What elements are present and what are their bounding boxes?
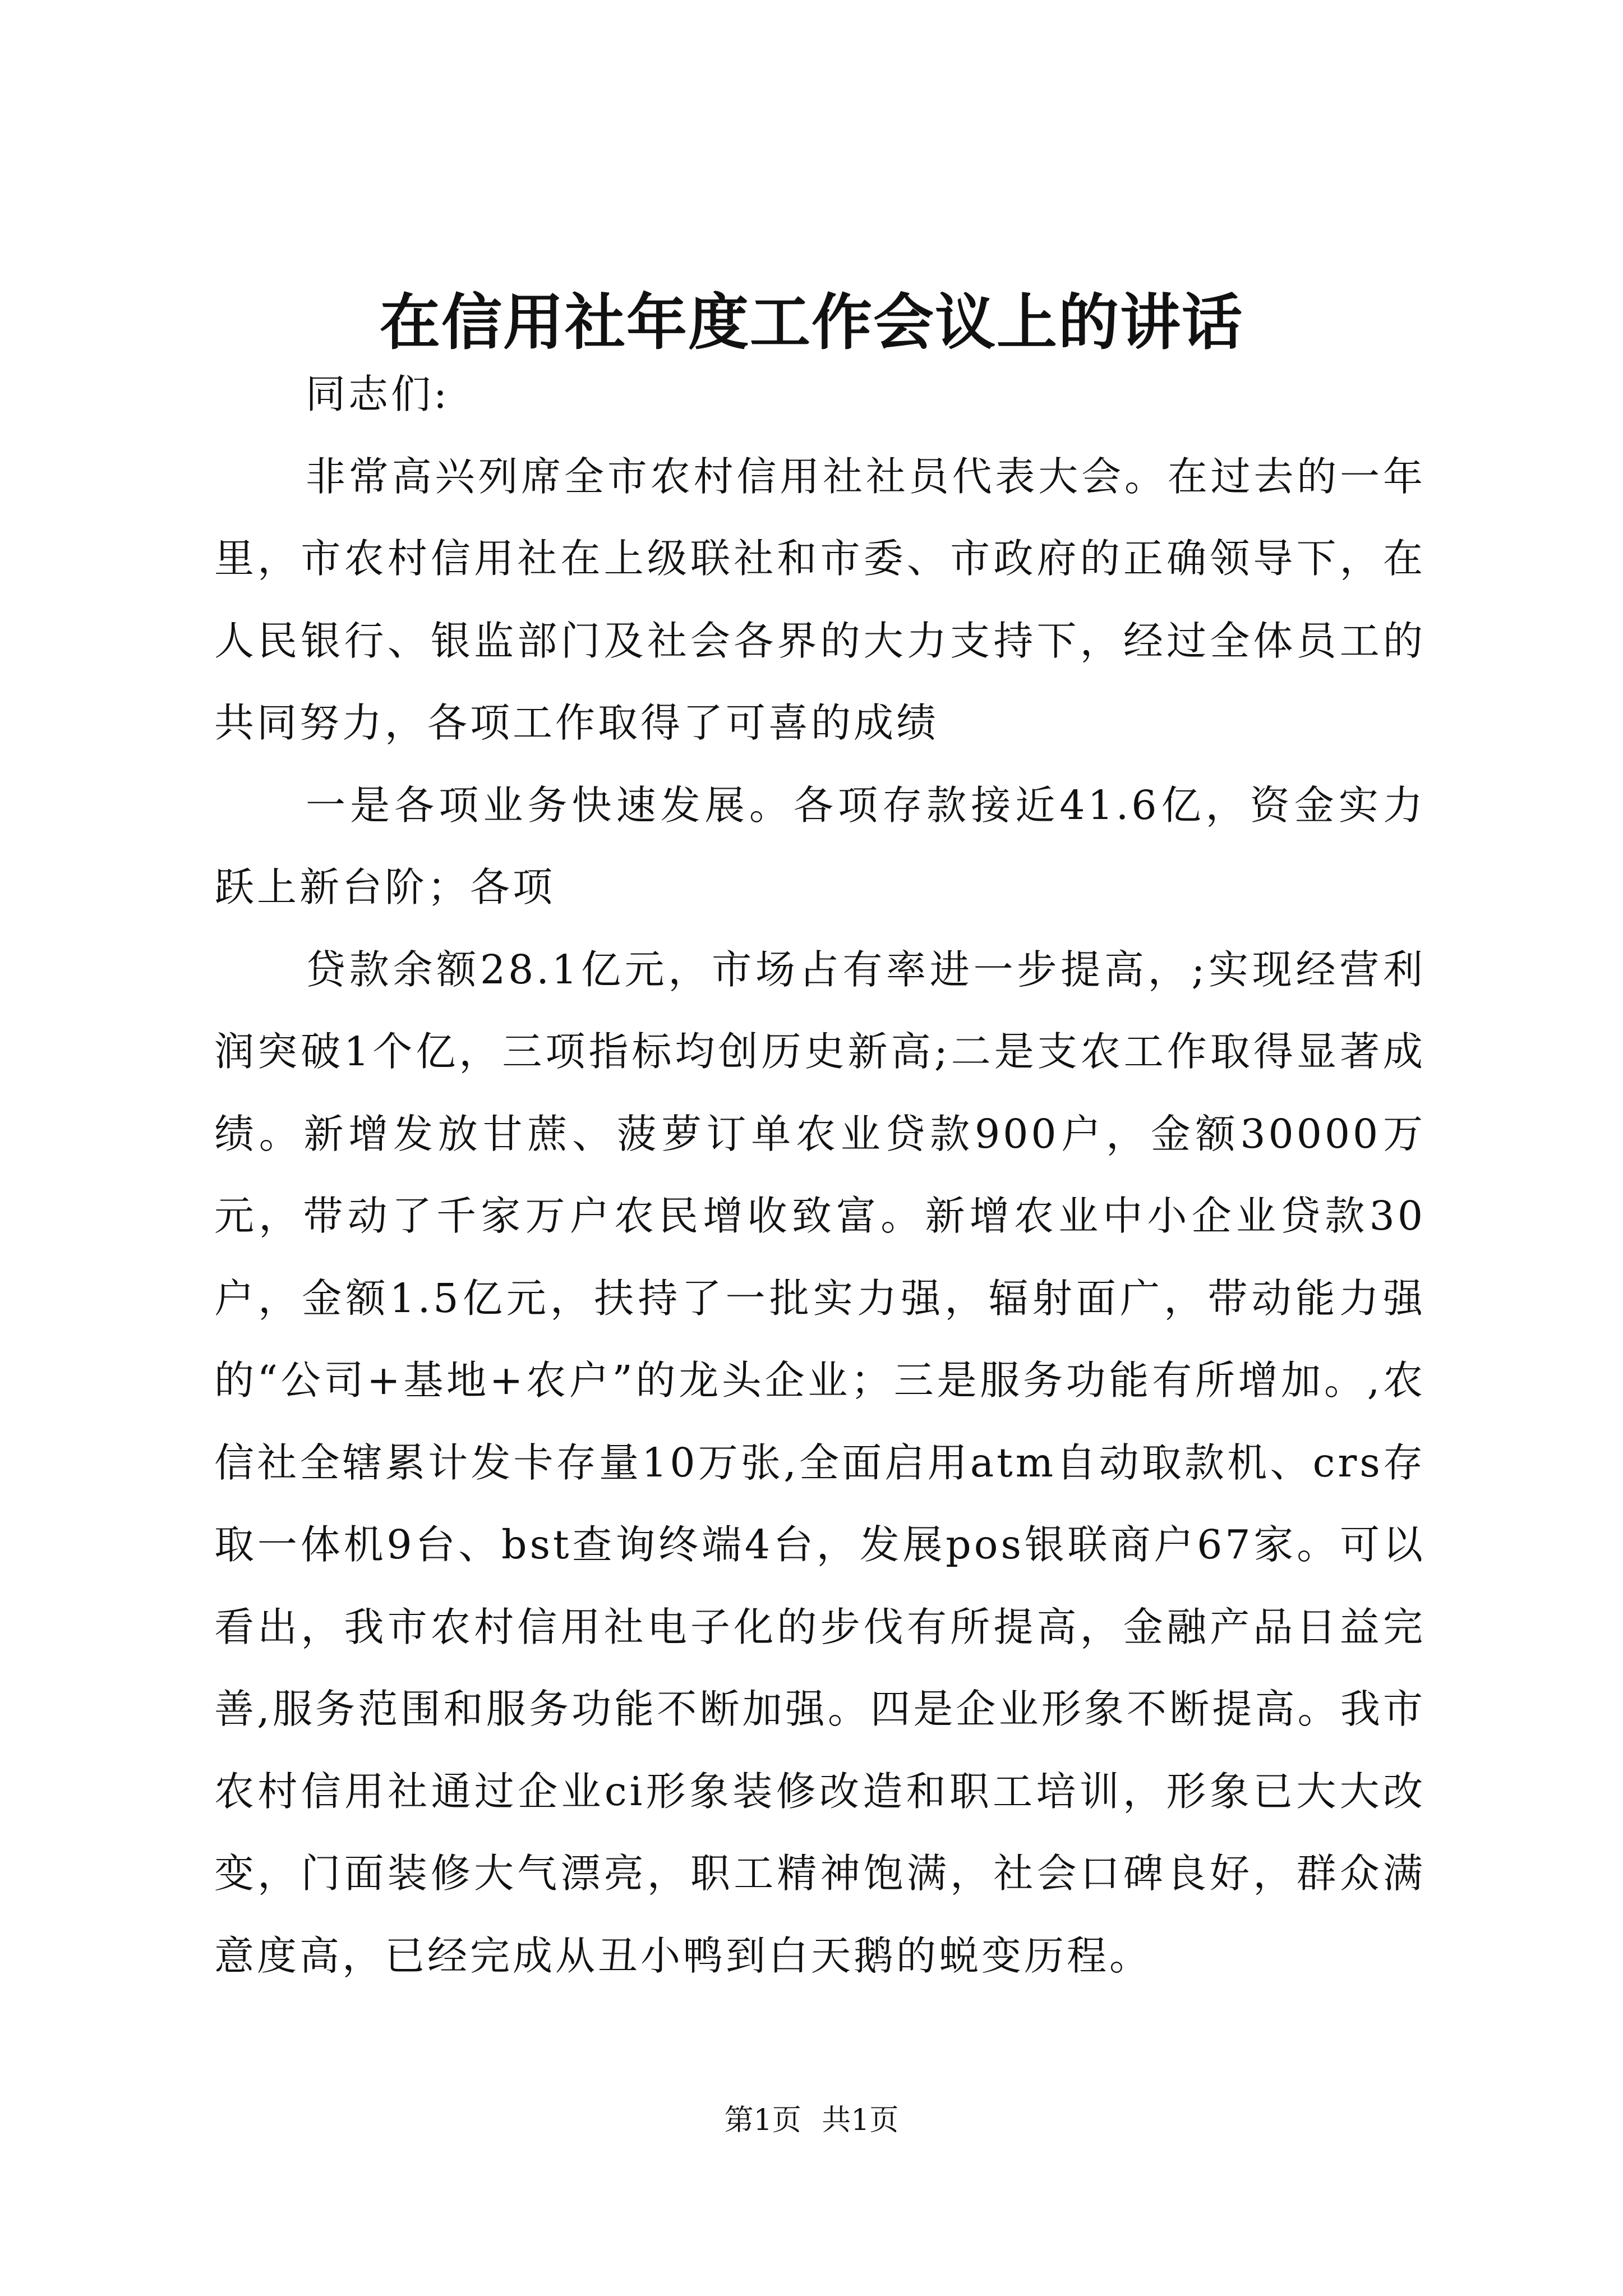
paragraph-business-growth: 一是各项业务快速发展。各项存款接近41.6亿，资金实力跃上新台阶；各项 bbox=[214, 781, 1426, 910]
page-number: 第1页 bbox=[724, 2104, 801, 2137]
page-total: 共1页 bbox=[822, 2104, 899, 2137]
paragraph-achievements: 贷款余额28.1亿元，市场占有率进一步提高，;实现经营利润突破1个亿，三项指标均创历史新高;二是支农工作取得显著成绩。新增发放甘蔗、菠萝订单农业贷款900户，金额30000万元，带动了千家万户农民增收致富。新增农业中小企业贷款30户，金额1.5亿元，扶持了一批实力强，辐射面广，带动能力强的“公司+基地+农户”的龙头企业；三是服务功能有所增加。,农信社全辖累计发卡存量10万张,全面启用atm自动取款机、crs存取一体机9台、bst查询终端4台，发展pos银联商户67家。可以看出，我市农村信用社电子化的步伐有所提高，金融产品日益完善,服务范围和服务功能不断加强。四是企业形象不断提高。我市农村信用社通过企业ci形象装修改造和职工培训，形象已大大改变，门面装修大气漂亮，职工精神饱满，社会口碑良好，群众满意度高，已经完成从丑小鸭到白天鹅的蜕变历程。 bbox=[214, 946, 1426, 1979]
document-title: 在信用社年度工作会议上的讲话 bbox=[379, 287, 1243, 358]
page-footer bbox=[0, 2101, 1623, 2140]
salutation: 同志们: bbox=[306, 371, 450, 417]
paragraph-intro: 非常高兴列席全市农村信用社社员代表大会。在过去的一年里，市农村信用社在上级联社和市委、市政府的正确领导下，在人民银行、银监部门及社会各界的大力支持下，经过全体员工的共同努力，各项工作取得了可喜的成绩 bbox=[214, 453, 1426, 746]
document-body bbox=[214, 353, 1426, 1997]
